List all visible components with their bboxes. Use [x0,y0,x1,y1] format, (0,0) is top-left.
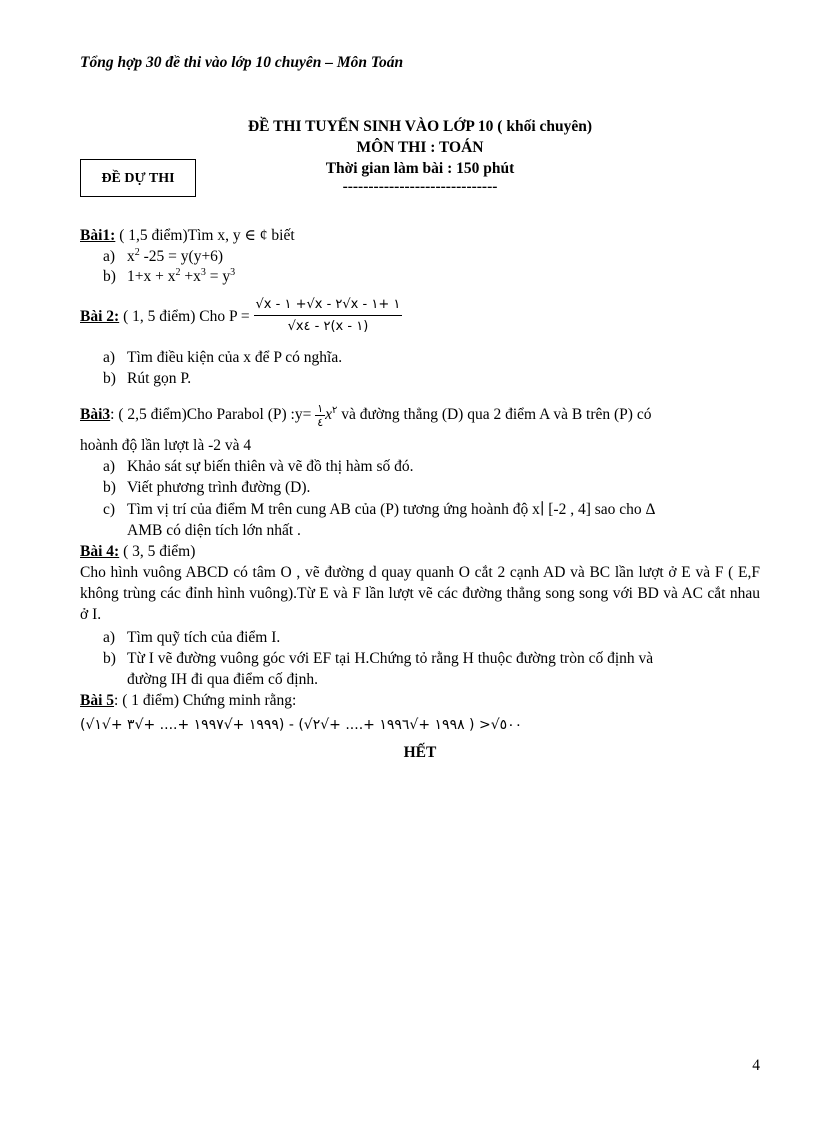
page-number: 4 [752,1057,760,1074]
problem-3c-cont: AMB có diện tích lớn nhất . [127,522,301,539]
problem-2-fraction [254,294,403,337]
problem-4b-cont: đường IH đi qua điểm cố định. [127,671,318,688]
problem-1-intro: ( 1,5 điểm)Tìm x, y ∈ ¢ biết [115,227,295,244]
problem-2b: b) Rút gọn P. [103,370,192,387]
problem-3a: a) Khảo sát sự biến thiên và vẽ đồ thị hàm số đó. [103,458,414,475]
problem-4a: a) Tìm quỹ tích của điểm I. [103,629,281,646]
problem-1a: a) $x^2$ -25 = y(y+6) [103,246,224,265]
title-divider: ------------------------------ [342,178,498,195]
problem-1b: b) $1+x + x^2 +x^3 = y^3$ [103,266,236,285]
problem-4-body: Cho hình vuông ABCD có tâm O , vẽ đường d quay quanh O cắt 2 cạnh AD và BC lần lượt ở E và F ( E,F không trùng các đỉnh hình vuông).Từ E và F lần lượt vẽ các đường thẳng song song với BD và AC cắt nhau ở I. [80,564,760,623]
problem-2a: a) Tìm điều kiện của x để P có nghĩa. [103,349,343,366]
problem-3-label: Bài3 [80,406,111,424]
exam-type-label: ĐỀ DỰ THI [101,170,175,186]
problem-4b: b) Từ I vẽ đường vuông góc với EF tại H.Chứng tỏ rằng H thuộc đường tròn cố định và [103,650,654,667]
problem-2-heading [80,296,402,339]
problem-2-label: Bài 2: [80,308,120,326]
problem-3c: c) Tìm vị trí của điểm M trên cung AB của (P) tương ứng hoành độ x∣ [-2 , 4] sao cho Δ [103,501,656,518]
problem-5-formula: (√١٩٩٩ +√١٩٩٧ +.... +√٣ +√١) - (√١٩٩٨ +√١٩٩٦ +.... +√٢ ) >√٥٠٠ [80,717,523,733]
exam-duration: Thời gian làm bài : 150 phút [325,160,515,177]
problem-1-heading [80,225,295,246]
problem-5-label: Bài 5 [80,692,115,709]
exam-title: ĐỀ THI TUYỂN SINH VÀO LỚP 10 ( khối chuyên) [247,118,593,135]
problem-5-heading: Bài 5: ( 1 điểm) Chứng minh rằng: [80,692,297,709]
problem-3-intro-cont: hoành độ lần lượt là -2 và 4 [80,437,252,454]
problem-4-label: Bài 4: [80,543,120,560]
problem-3b: b) Viết phương trình đường (D). [103,479,311,496]
exam-type-box [80,159,196,197]
end-marker: HẾT [403,744,437,761]
exam-subject: MÔN THI : TOÁN [356,139,484,156]
problem-4-heading: Bài 4: ( 3, 5 điểm) [80,543,196,560]
problem-3-heading: Bài3: ( 2,5 điểm)Cho Parabol (P) :y= $\frac{١}{٤}$ $x^٢$ và đường thẳng (D) qua 2 điểm A và B trên (P) có [80,402,652,429]
problem-1-label: Bài1: [80,227,116,244]
fraction-numerator: √x - ١ +√x - ٢√x - ١ +١ [254,294,403,316]
fraction-denominator: √x٢ - ٤(x - ١) [287,319,369,334]
problem-3-fraction: $\frac{١}{٤}$ [317,402,324,429]
problem-2-intro: ( 1, 5 điểm) Cho P = [119,308,254,326]
document-header: Tổng hợp 30 đề thi vào lớp 10 chuyên – Môn Toán [80,54,404,71]
